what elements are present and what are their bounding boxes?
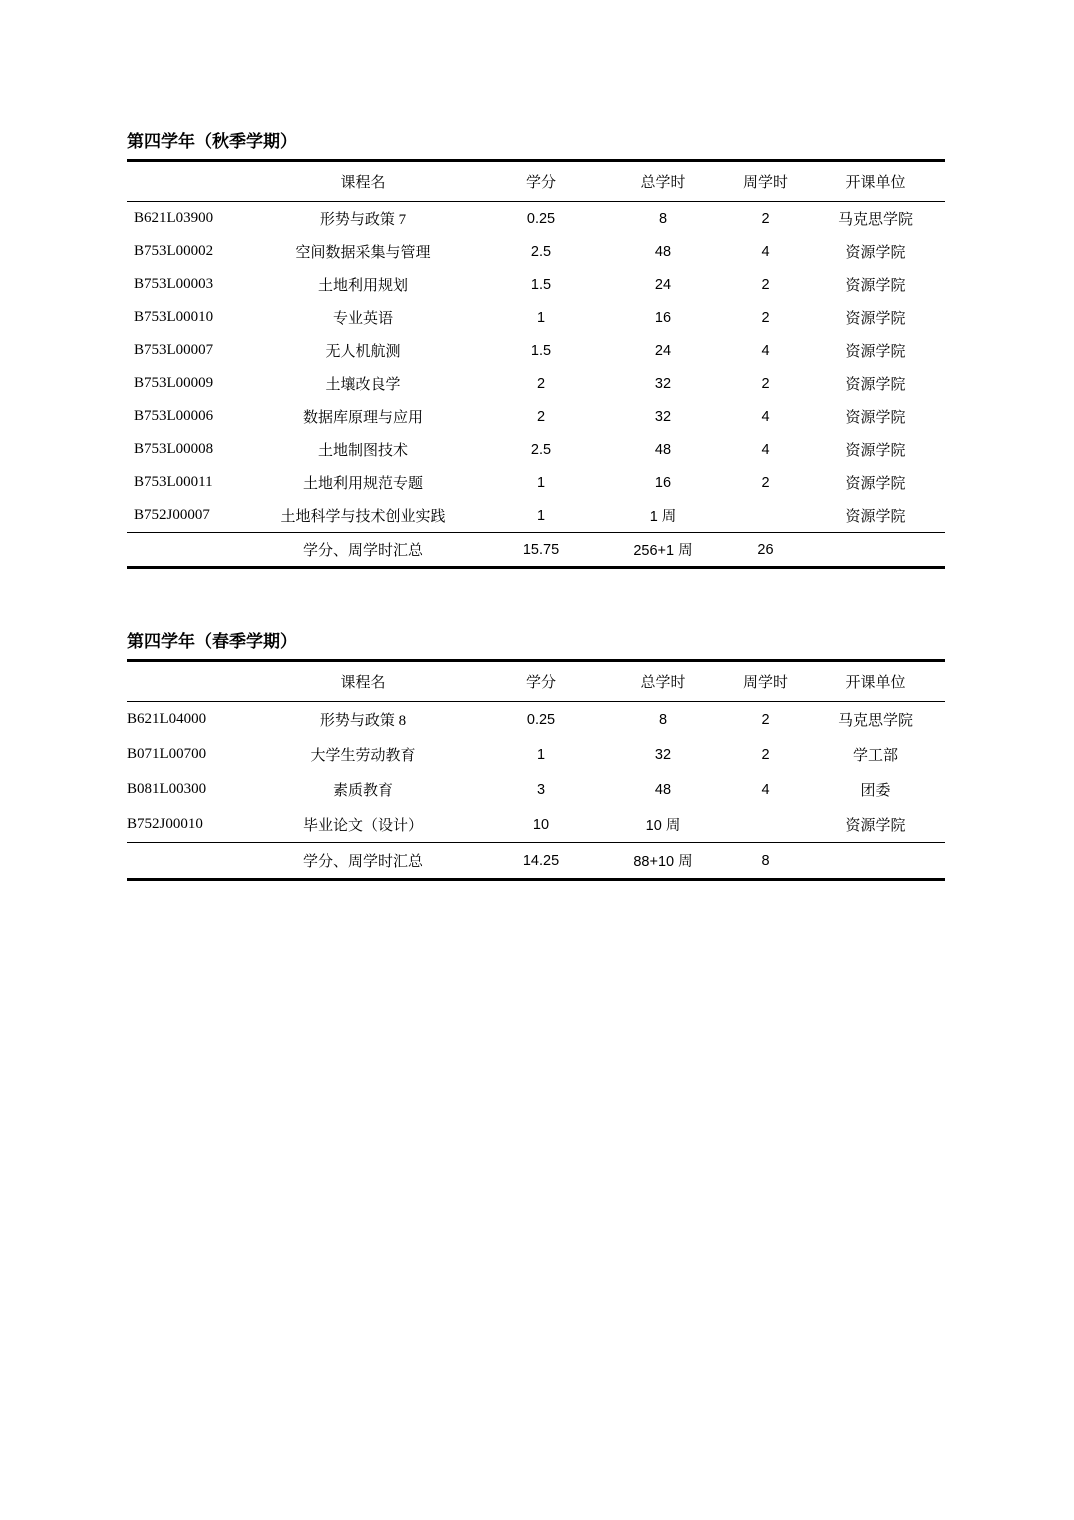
- weekly-hours-cell: 2: [761, 711, 770, 728]
- summary-label-cell: 学分、周学时汇总: [245, 533, 481, 568]
- weekly-hours-cell: [725, 499, 806, 533]
- column-header: 课程名: [245, 661, 481, 702]
- table-header-row: [127, 161, 945, 202]
- course-code-cell: B753L00007: [134, 342, 214, 358]
- offering-unit-cell: 资源学院: [845, 410, 906, 426]
- total-hours-cell: 32: [654, 375, 672, 392]
- course-row: [127, 807, 945, 843]
- summary-row: [127, 533, 945, 568]
- course-code-cell: [127, 533, 245, 568]
- weekly-hours-cell: 2: [761, 210, 770, 227]
- course-row: [127, 772, 945, 807]
- course-name-cell: 大学生劳动教育: [310, 748, 416, 764]
- total-hours-cell: 256+1 周: [601, 533, 725, 568]
- table-body: [127, 202, 945, 533]
- course-name-cell: 空间数据采集与管理: [295, 245, 431, 261]
- header-row: [127, 161, 945, 202]
- weekly-hours-cell: 4: [761, 441, 770, 458]
- course-name-cell: 土地制图技术: [317, 443, 408, 459]
- table-body: [127, 702, 945, 843]
- total-hours-cell: 48: [654, 781, 672, 798]
- course-name-cell: 毕业论文（设计）: [302, 818, 423, 834]
- course-name-cell: 土地利用规划: [317, 278, 408, 294]
- spring-semester-table: [127, 659, 945, 881]
- course-row: [127, 400, 945, 433]
- course-code-cell: B753L00002: [134, 243, 214, 259]
- table-header-row: [127, 661, 945, 702]
- weekly-hours-cell: 4: [761, 408, 770, 425]
- course-row: [127, 268, 945, 301]
- offering-unit-cell: 资源学院: [845, 476, 906, 492]
- credits-cell: 1: [536, 507, 546, 524]
- offering-unit-cell: 马克思学院: [837, 713, 913, 729]
- course-code-cell: B753L00006: [134, 408, 214, 424]
- offering-unit-cell: 团委: [860, 783, 891, 799]
- credits-cell: 1.5: [530, 342, 552, 359]
- course-row: [127, 466, 945, 499]
- weekly-hours-cell: 26: [725, 533, 806, 568]
- credits-cell: 2.5: [530, 243, 552, 260]
- weekly-hours-cell: [725, 807, 806, 843]
- course-row: [127, 235, 945, 268]
- column-header: 学分: [481, 161, 601, 202]
- credits-cell: 10: [532, 816, 550, 833]
- course-name-cell: 土地利用规范专题: [302, 476, 423, 492]
- course-name-cell: 形势与政策 7: [319, 212, 407, 228]
- course-code-cell: B753L00009: [134, 375, 214, 391]
- offering-unit-cell: [806, 533, 945, 568]
- course-name-cell: 土地科学与技术创业实践: [280, 509, 446, 525]
- weekly-hours-cell: 4: [761, 243, 770, 260]
- fall-semester-table: [127, 159, 945, 569]
- total-hours-cell: 16: [654, 474, 672, 491]
- credits-cell: 1: [536, 746, 546, 763]
- page-content: [127, 131, 945, 881]
- column-header: [127, 661, 245, 702]
- offering-unit-cell: 资源学院: [845, 443, 906, 459]
- credits-cell: 0.25: [526, 711, 556, 728]
- fall-semester-section: [127, 131, 945, 569]
- weekly-hours-cell: 2: [761, 276, 770, 293]
- course-row: [127, 301, 945, 334]
- course-code-cell: B753L00011: [134, 474, 213, 490]
- credits-cell: 2: [536, 408, 546, 425]
- offering-unit-cell: 资源学院: [845, 245, 906, 261]
- fall-semester-title: 第四学年（秋季学期）: [127, 132, 297, 151]
- spring-semester-title: 第四学年（春季学期）: [127, 632, 297, 651]
- total-hours-cell: 32: [654, 408, 672, 425]
- total-hours-cell: 8: [658, 210, 668, 227]
- course-name-cell: 无人机航测: [325, 344, 401, 360]
- total-hours-cell: 24: [654, 276, 672, 293]
- course-row: [127, 737, 945, 772]
- course-name-cell: 专业英语: [332, 311, 393, 327]
- course-code-cell: B081L00300: [127, 781, 207, 797]
- header-row: [127, 661, 945, 702]
- weekly-hours-cell: 2: [761, 474, 770, 491]
- column-header: 开课单位: [806, 161, 945, 202]
- course-name-cell: 素质教育: [332, 783, 393, 799]
- course-row: [127, 433, 945, 466]
- weekly-hours-cell: 2: [761, 309, 770, 326]
- credits-cell: 0.25: [526, 210, 556, 227]
- offering-unit-cell: 资源学院: [845, 278, 906, 294]
- total-hours-cell: 1 周: [649, 509, 677, 525]
- weekly-hours-cell: 2: [761, 746, 770, 763]
- course-code-cell: [127, 843, 245, 880]
- course-code-cell: B753L00003: [134, 276, 214, 292]
- course-code-cell: B621L03900: [134, 210, 214, 226]
- course-code-cell: B753L00010: [134, 309, 214, 325]
- course-code-cell: B621L04000: [127, 711, 207, 727]
- column-header: 周学时: [725, 161, 806, 202]
- total-hours-cell: 10 周: [645, 818, 681, 834]
- spring-semester-section: [127, 631, 945, 881]
- credits-cell: 1.5: [530, 276, 552, 293]
- column-header: 总学时: [601, 661, 725, 702]
- course-name-cell: 数据库原理与应用: [302, 410, 423, 426]
- column-header: 总学时: [601, 161, 725, 202]
- credits-cell: 2: [536, 375, 546, 392]
- table-summary: [127, 533, 945, 568]
- column-header: 开课单位: [806, 661, 945, 702]
- weekly-hours-cell: 4: [761, 342, 770, 359]
- weekly-hours-cell: 2: [761, 375, 770, 392]
- offering-unit-cell: 资源学院: [845, 509, 906, 525]
- total-hours-cell: 88+10 周: [601, 843, 725, 880]
- offering-unit-cell: 资源学院: [845, 377, 906, 393]
- course-code-cell: B752J00007: [134, 507, 210, 523]
- offering-unit-cell: 学工部: [852, 748, 898, 764]
- total-hours-cell: 48: [654, 243, 672, 260]
- total-hours-cell: 16: [654, 309, 672, 326]
- offering-unit-cell: 资源学院: [845, 344, 906, 360]
- weekly-hours-cell: 4: [761, 781, 770, 798]
- course-code-cell: B071L00700: [127, 746, 207, 762]
- credits-cell: 1: [536, 309, 546, 326]
- total-hours-cell: 8: [658, 711, 668, 728]
- offering-unit-cell: 马克思学院: [837, 212, 913, 228]
- course-row: [127, 334, 945, 367]
- total-hours-cell: 48: [654, 441, 672, 458]
- course-row: [127, 367, 945, 400]
- credits-cell: 1: [536, 474, 546, 491]
- column-header: 课程名: [245, 161, 481, 202]
- total-hours-cell: 24: [654, 342, 672, 359]
- course-name-cell: 土壤改良学: [325, 377, 401, 393]
- course-row: [127, 499, 945, 533]
- offering-unit-cell: [806, 843, 945, 880]
- course-row: [127, 702, 945, 738]
- course-code-cell: B752J00010: [127, 816, 203, 832]
- section-spacer: [127, 569, 945, 631]
- course-code-cell: B753L00008: [134, 441, 214, 457]
- course-row: [127, 202, 945, 236]
- column-header: 学分: [481, 661, 601, 702]
- table-summary: [127, 843, 945, 880]
- course-name-cell: 形势与政策 8: [319, 713, 407, 729]
- credits-cell: 14.25: [481, 843, 601, 880]
- offering-unit-cell: 资源学院: [845, 311, 906, 327]
- credits-cell: 3: [536, 781, 546, 798]
- summary-row: [127, 843, 945, 880]
- column-header: [127, 161, 245, 202]
- weekly-hours-cell: 8: [725, 843, 806, 880]
- credits-cell: 2.5: [530, 441, 552, 458]
- total-hours-cell: 32: [654, 746, 672, 763]
- credits-cell: 15.75: [481, 533, 601, 568]
- column-header: 周学时: [725, 661, 806, 702]
- offering-unit-cell: 资源学院: [845, 818, 906, 834]
- summary-label-cell: 学分、周学时汇总: [245, 843, 481, 880]
